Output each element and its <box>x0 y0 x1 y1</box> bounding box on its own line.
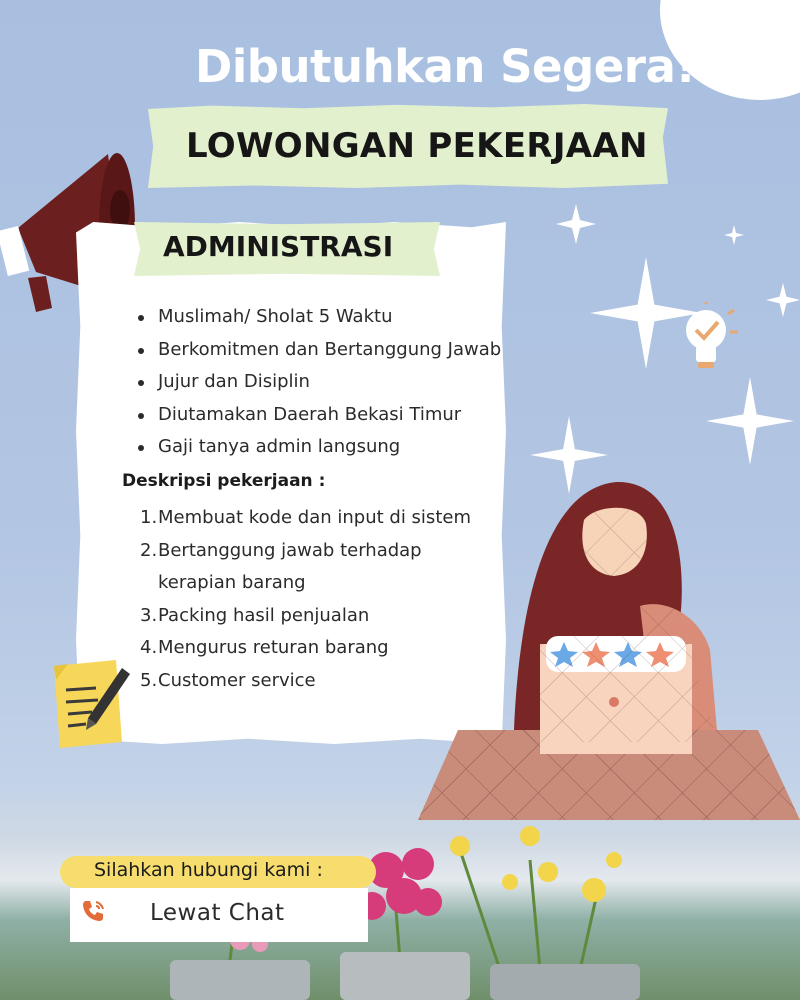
requirement-item: Jujur dan Disiplin <box>134 371 501 404</box>
banner-title: LOWONGAN PEKERJAAN <box>186 126 648 166</box>
task-number: 2. <box>140 539 158 561</box>
girl-illustration <box>418 480 800 820</box>
requirement-item: Gaji tanya admin langsung <box>134 436 501 469</box>
task-number: 5. <box>140 669 158 691</box>
sparkle-icon <box>556 204 596 244</box>
sparkle-icon <box>706 376 794 466</box>
sparkle-icon <box>724 224 744 246</box>
task-text: Customer service <box>158 669 316 691</box>
task-number: 1. <box>140 507 158 528</box>
notepad-pen-icon <box>46 658 136 750</box>
headline: Dibutuhkan Segera! <box>195 40 696 93</box>
task-number: 3. <box>140 604 158 626</box>
lightbulb-icon <box>676 302 738 374</box>
requirement-item: Diutamakan Daerah Bekasi Timur <box>134 404 501 437</box>
task-text: Packing hasil penjualan <box>158 604 370 626</box>
sparkle-icon <box>766 282 800 318</box>
phone-icon <box>80 898 106 924</box>
requirements-list <box>134 306 501 469</box>
task-text: Bertanggung jawab terhadap kerapian barang <box>158 539 422 593</box>
contact-method: Lewat Chat <box>150 900 285 926</box>
task-text: Mengurus returan barang <box>158 637 389 658</box>
contact-prompt: Silahkan hubungi kami : <box>94 859 323 881</box>
task-text: Membuat kode dan input di sistem <box>158 507 471 528</box>
requirement-item: Berkomitmen dan Bertanggung Jawab <box>134 339 501 372</box>
task-number: 4. <box>140 637 158 658</box>
job-description-title: Deskripsi pekerjaan : <box>122 471 326 491</box>
requirement-item: Muslimah/ Sholat 5 Waktu <box>134 306 501 339</box>
position-title: ADMINISTRASI <box>163 230 394 263</box>
